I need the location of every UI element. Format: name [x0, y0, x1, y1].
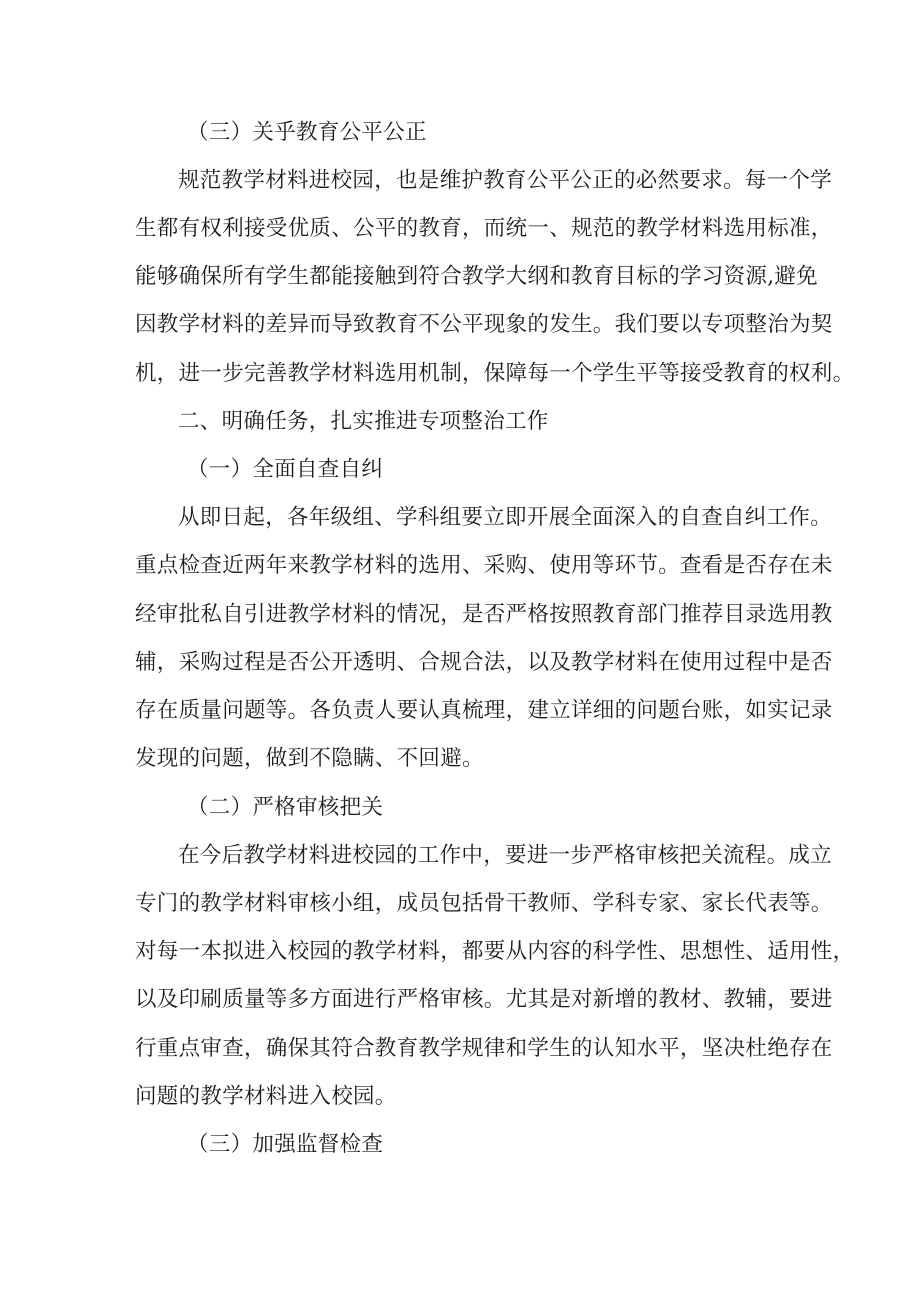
paragraph-line: 发现的问题，做到不隐瞒、不回避。 [135, 746, 484, 771]
subheading-equity: （三）关乎教育公平公正 [187, 120, 427, 145]
section-heading-tasks: 二、明确任务，扎实推进专项整治工作 [178, 409, 549, 434]
paragraph-line: 生都有权利接受优质、公平的教育，而统一、规范的教学材料选用标准， [135, 216, 833, 241]
paragraph-line: 经审批私自引进教学材料的情况，是否严格按照教育部门推荐目录选用教 [135, 602, 833, 627]
subheading-review: （二）严格审核把关 [187, 795, 384, 820]
paragraph-line: 存在质量问题等。各负责人要认真梳理，建立详细的问题台账，如实记录 [135, 698, 833, 723]
paragraph-line: 行重点审查，确保其符合教育教学规律和学生的认知水平，坚决杜绝存在 [135, 1036, 833, 1061]
paragraph-line: 因教学材料的差异而导致教育不公平现象的发生。我们要以专项整治为契 [135, 312, 833, 337]
subheading-supervision: （三）加强监督检查 [187, 1132, 384, 1157]
paragraph-line: 重点检查近两年来教学材料的选用、采购、使用等环节。查看是否存在未 [135, 553, 833, 578]
paragraph-line: 能够确保所有学生都能接触到符合教学大纲和教育目标的学习资源,避免 [135, 264, 818, 289]
paragraph-line: 专门的教学材料审核小组，成员包括骨干教师、学科专家、家长代表等。 [135, 891, 833, 916]
paragraph-line: 对每一本拟进入校园的教学材料，都要从内容的科学性、思想性、适用性， [135, 939, 855, 964]
paragraph-line: 问题的教学材料进入校园。 [135, 1084, 397, 1109]
paragraph-line: 以及印刷质量等多方面进行严格审核。尤其是对新增的教材、教辅，要进 [135, 987, 833, 1012]
paragraph-line: 在今后教学材料进校园的工作中，要进一步严格审核把关流程。成立 [178, 843, 833, 868]
paragraph-line: 辅，采购过程是否公开透明、合规合法，以及教学材料在使用过程中是否 [135, 650, 833, 675]
subheading-self-check: （一）全面自查自纠 [187, 457, 384, 482]
paragraph-line: 从即日起，各年级组、学科组要立即开展全面深入的自查自纠工作。 [178, 505, 833, 530]
paragraph-line: 机，进一步完善教学材料选用机制，保障每一个学生平等接受教育的权利。 [135, 361, 855, 386]
paragraph-line: 规范教学材料进校园，也是维护教育公平公正的必然要求。每一个学 [178, 168, 833, 193]
